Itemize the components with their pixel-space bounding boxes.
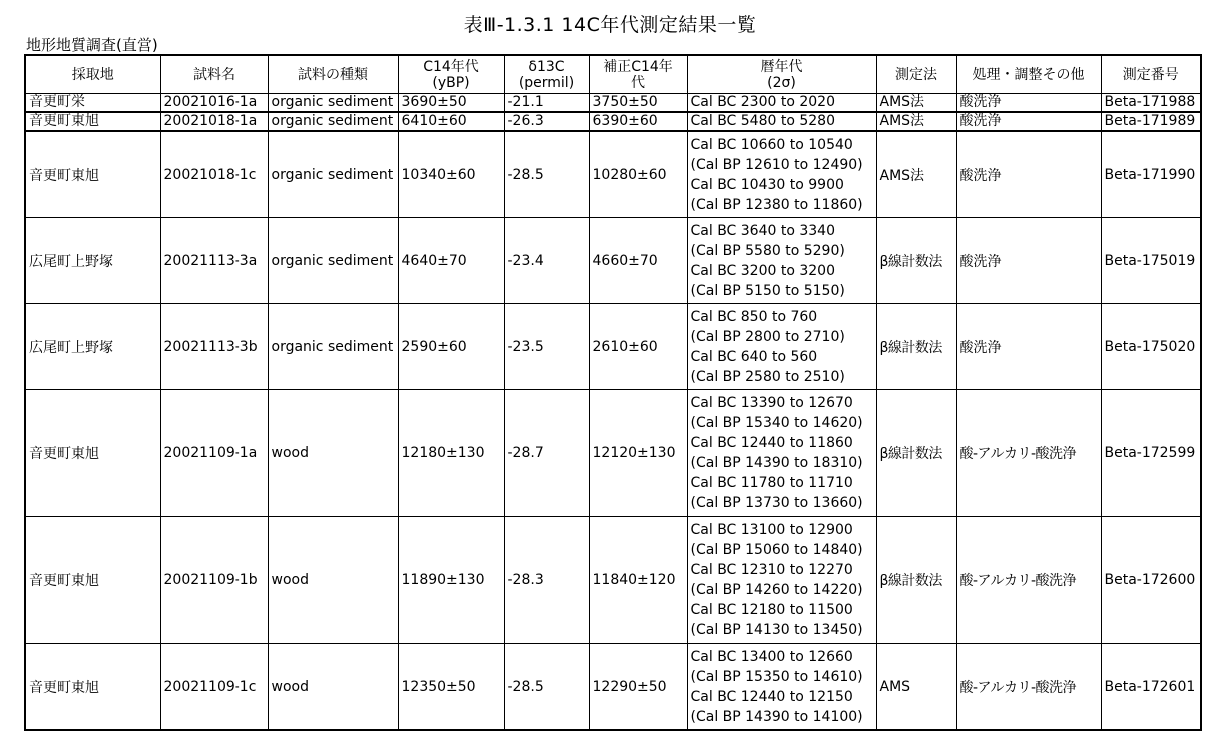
table-row	[25, 644, 1201, 731]
cell-location: 音更町東旭	[25, 390, 160, 517]
cell-sample-name: 20021109-1c	[160, 644, 268, 731]
cell-calendar-age: Cal BC 10660 to 10540 (Cal BP 12610 to 12490) Cal BC 10430 to 9900 (Cal BP 12380 to 11860)	[687, 131, 876, 218]
cell-d13c: -21.1	[504, 94, 589, 113]
cell-d13c: -26.3	[504, 112, 589, 131]
cell-calendar-age: Cal BC 13400 to 12660 (Cal BP 15350 to 14610) Cal BC 12440 to 12150 (Cal BP 14390 to 14100)	[687, 644, 876, 731]
cell-d13c: -23.5	[504, 304, 589, 390]
cell-treatment: 酸洗浄	[956, 218, 1101, 304]
cell-corrected-age: 12290±50	[589, 644, 687, 731]
cell-sample-type: wood	[268, 517, 398, 644]
cell-corrected-age: 3750±50	[589, 94, 687, 113]
cell-c14-age: 11890±130	[398, 517, 504, 644]
cell-calendar-age: Cal BC 2300 to 2020	[687, 94, 876, 113]
header-calendar-age	[687, 55, 876, 94]
cell-number: Beta-171988	[1101, 94, 1201, 113]
cell-corrected-age: 4660±70	[589, 218, 687, 304]
cell-d13c: -28.5	[504, 131, 589, 218]
cell-c14-age: 12350±50	[398, 644, 504, 731]
cell-sample-type: wood	[268, 644, 398, 731]
cell-corrected-age: 10280±60	[589, 131, 687, 218]
header-calendar-line1: 暦年代	[760, 58, 803, 75]
cell-number: Beta-171989	[1101, 112, 1201, 131]
header-sample-name: 試料名	[160, 55, 268, 94]
cell-location: 音更町栄	[25, 94, 160, 113]
cell-d13c: -23.4	[504, 218, 589, 304]
header-corrected-line1: 補正C14年	[603, 58, 673, 75]
cell-d13c: -28.7	[504, 390, 589, 517]
cell-c14-age: 12180±130	[398, 390, 504, 517]
cell-method: β線計数法	[876, 390, 956, 517]
results-table	[24, 54, 1202, 731]
cell-calendar-age: Cal BC 5480 to 5280	[687, 112, 876, 131]
cell-method: AMS	[876, 644, 956, 731]
cell-corrected-age: 6390±60	[589, 112, 687, 131]
cell-method: β線計数法	[876, 304, 956, 390]
cell-treatment: 酸洗浄	[956, 131, 1101, 218]
cell-sample-name: 20021018-1a	[160, 112, 268, 131]
header-corrected-line2: 代	[631, 74, 645, 91]
cell-method: AMS法	[876, 112, 956, 131]
cell-sample-type: organic sediment	[268, 218, 398, 304]
cell-sample-name: 20021113-3b	[160, 304, 268, 390]
cell-c14-age: 4640±70	[398, 218, 504, 304]
table-row	[25, 131, 1201, 218]
table-subtitle: 地形地質調査(直営)	[26, 36, 158, 54]
cell-treatment: 酸-アルカリ-酸洗浄	[956, 517, 1101, 644]
header-d13c-line2: (permil)	[518, 74, 575, 91]
cell-treatment: 酸-アルカリ-酸洗浄	[956, 644, 1101, 731]
cell-sample-type: organic sediment	[268, 131, 398, 218]
cell-location: 音更町東旭	[25, 112, 160, 131]
cell-number: Beta-175020	[1101, 304, 1201, 390]
cell-corrected-age: 2610±60	[589, 304, 687, 390]
cell-c14-age: 6410±60	[398, 112, 504, 131]
cell-sample-name: 20021018-1c	[160, 131, 268, 218]
cell-number: Beta-171990	[1101, 131, 1201, 218]
cell-number: Beta-175019	[1101, 218, 1201, 304]
cell-c14-age: 2590±60	[398, 304, 504, 390]
cell-c14-age: 10340±60	[398, 131, 504, 218]
header-sample-type: 試料の種類	[268, 55, 398, 94]
cell-treatment: 酸洗浄	[956, 112, 1101, 131]
header-corrected-age	[589, 55, 687, 94]
cell-corrected-age: 12120±130	[589, 390, 687, 517]
header-treatment: 処理・調整その他	[956, 55, 1101, 94]
header-location: 採取地	[25, 55, 160, 94]
cell-treatment: 酸洗浄	[956, 304, 1101, 390]
cell-location: 広尾町上野塚	[25, 304, 160, 390]
header-c14-age-line1: C14年代	[423, 58, 479, 75]
table-row	[25, 218, 1201, 304]
header-c14-age	[398, 55, 504, 94]
cell-location: 音更町東旭	[25, 131, 160, 218]
header-c14-age-line2: (yBP)	[432, 74, 470, 91]
cell-sample-name: 20021109-1b	[160, 517, 268, 644]
cell-d13c: -28.5	[504, 644, 589, 731]
cell-sample-type: organic sediment	[268, 94, 398, 113]
header-calendar-line2: (2σ)	[767, 74, 796, 91]
cell-method: AMS法	[876, 94, 956, 113]
cell-calendar-age: Cal BC 850 to 760 (Cal BP 2800 to 2710) Cal BC 640 to 560 (Cal BP 2580 to 2510)	[687, 304, 876, 390]
cell-location: 音更町東旭	[25, 644, 160, 731]
table-row	[25, 304, 1201, 390]
cell-corrected-age: 11840±120	[589, 517, 687, 644]
cell-sample-type: wood	[268, 390, 398, 517]
cell-sample-name: 20021109-1a	[160, 390, 268, 517]
cell-method: β線計数法	[876, 218, 956, 304]
cell-c14-age: 3690±50	[398, 94, 504, 113]
header-d13c-line1: δ13C	[528, 58, 565, 75]
cell-method: AMS法	[876, 131, 956, 218]
header-d13c	[504, 55, 589, 94]
table-row	[25, 390, 1201, 517]
cell-location: 音更町東旭	[25, 517, 160, 644]
cell-sample-name: 20021113-3a	[160, 218, 268, 304]
cell-calendar-age: Cal BC 13390 to 12670 (Cal BP 15340 to 14620) Cal BC 12440 to 11860 (Cal BP 14390 to 18310) Cal BC 11780 to 11710 (Cal BP 13730 to 13660)	[687, 390, 876, 517]
cell-number: Beta-172600	[1101, 517, 1201, 644]
header-number: 測定番号	[1101, 55, 1201, 94]
table-row	[25, 517, 1201, 644]
cell-d13c: -28.3	[504, 517, 589, 644]
cell-calendar-age: Cal BC 3640 to 3340 (Cal BP 5580 to 5290) Cal BC 3200 to 3200 (Cal BP 5150 to 5150)	[687, 218, 876, 304]
cell-sample-name: 20021016-1a	[160, 94, 268, 113]
cell-number: Beta-172601	[1101, 644, 1201, 731]
cell-location: 広尾町上野塚	[25, 218, 160, 304]
header-row	[25, 55, 1201, 94]
cell-treatment: 酸-アルカリ-酸洗浄	[956, 390, 1101, 517]
page-title: 表Ⅲ-1.3.1 14C年代測定結果一覧	[463, 14, 757, 36]
cell-sample-type: organic sediment	[268, 304, 398, 390]
cell-calendar-age: Cal BC 13100 to 12900 (Cal BP 15060 to 14840) Cal BC 12310 to 12270 (Cal BP 14260 to 14220) Cal BC 12180 to 11500 (Cal BP 14130 to 13450)	[687, 517, 876, 644]
cell-treatment: 酸洗浄	[956, 94, 1101, 113]
table-row	[25, 112, 1201, 131]
cell-method: β線計数法	[876, 517, 956, 644]
cell-number: Beta-172599	[1101, 390, 1201, 517]
header-method: 測定法	[876, 55, 956, 94]
cell-sample-type: organic sediment	[268, 112, 398, 131]
table-row	[25, 94, 1201, 113]
